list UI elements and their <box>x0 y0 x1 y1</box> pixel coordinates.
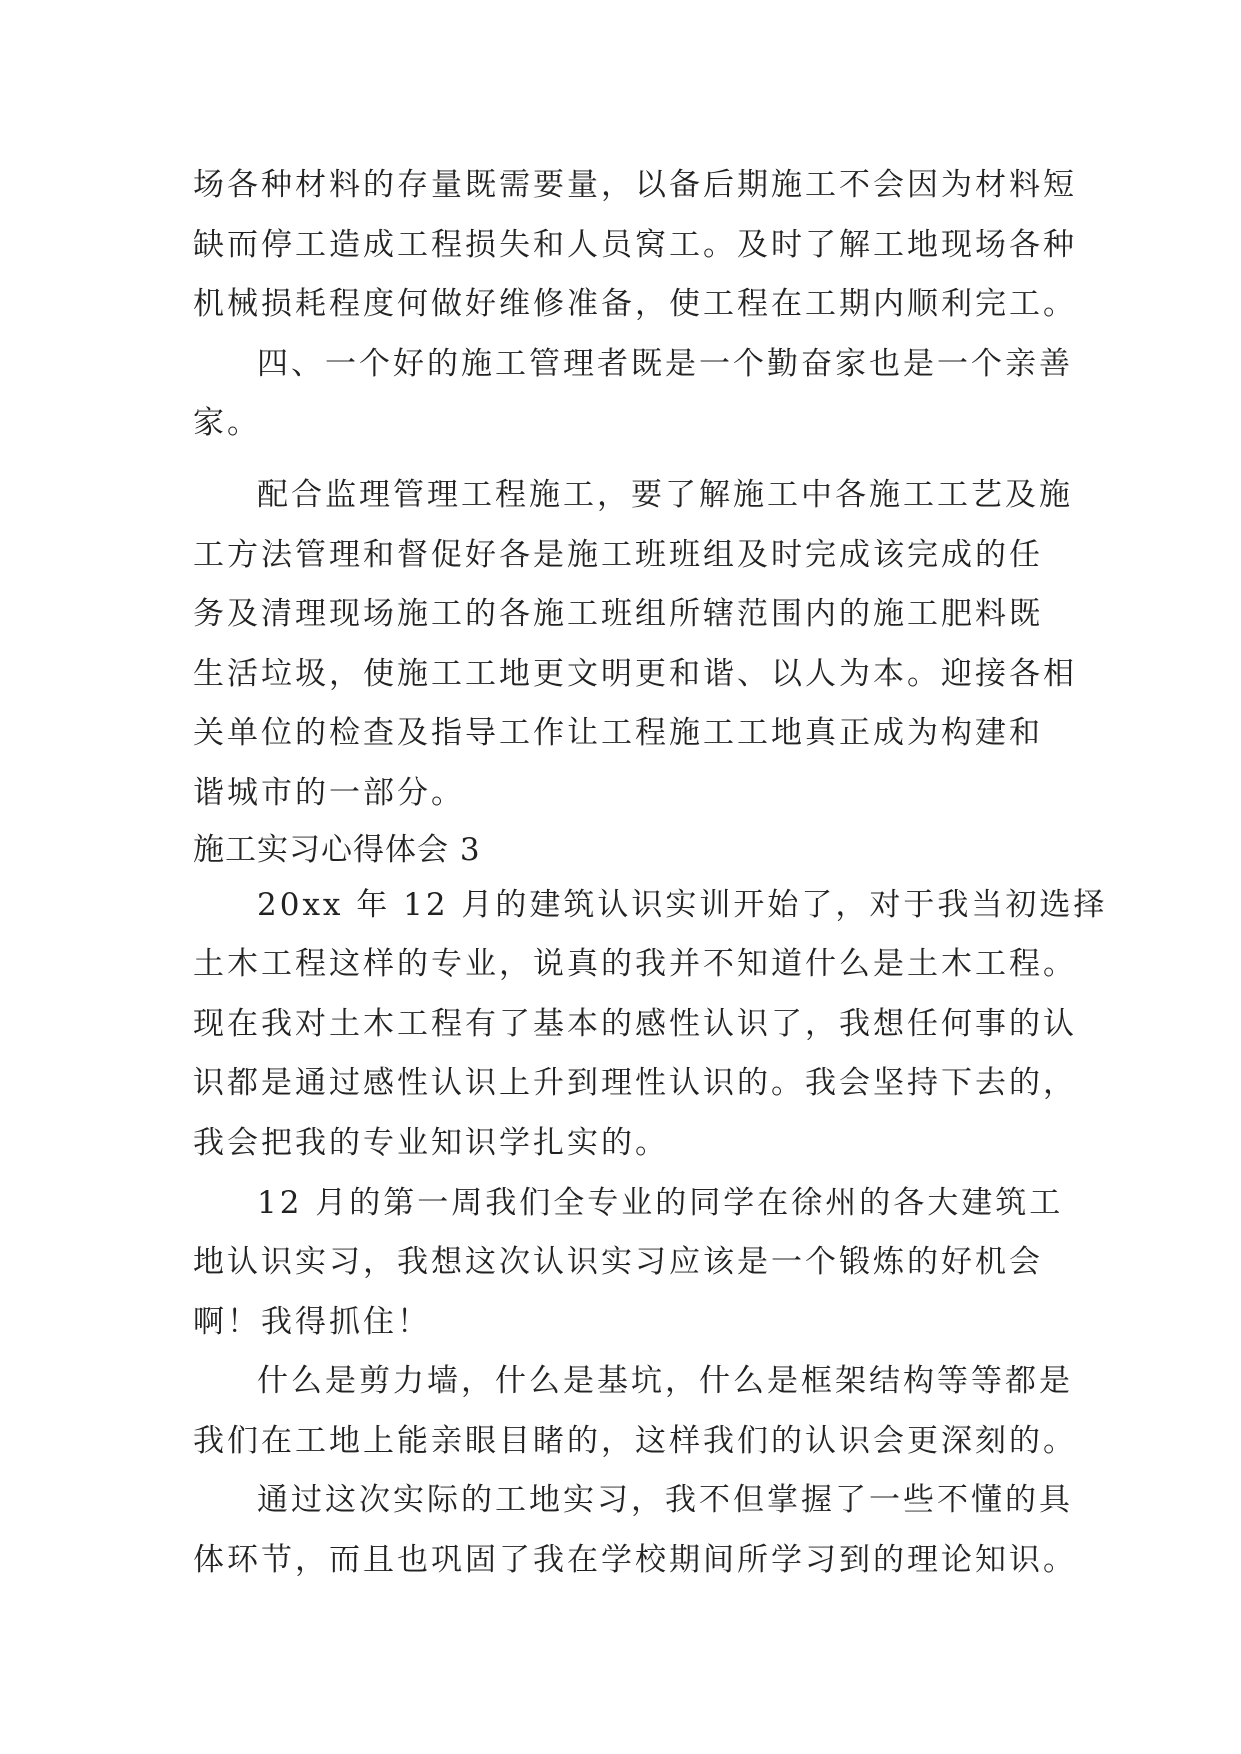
text-line: 地认识实习，我想这次认识实习应该是一个锻炼的好机会 <box>193 1244 1043 1281</box>
paragraph <box>193 876 1108 1174</box>
text-line: 我会把我的专业知识学扎实的。 <box>193 1124 669 1161</box>
text-line: 体环节，而且也巩固了我在学校期间所学习到的理论知识。 <box>193 1542 1077 1579</box>
paragraph <box>193 466 1077 824</box>
text-line: 通过这次实际的工地实习，我不但掌握了一些不懂的具 <box>257 1482 1073 1519</box>
paragraph <box>193 1471 1077 1590</box>
paragraph <box>193 1174 1063 1353</box>
text-line: 四、一个好的施工管理者既是一个勤奋家也是一个亲善 <box>257 345 1073 382</box>
paragraph <box>193 1352 1077 1471</box>
text-line: 施工实习心得体会 3 <box>193 831 481 868</box>
text-line: 缺而停工造成工程损失和人员窝工。及时了解工地现场各种 <box>193 226 1077 263</box>
text-line: 工方法管理和督促好各是施工班班组及时完成该完成的任 <box>193 536 1043 573</box>
text-line: 关单位的检查及指导工作让工程施工工地真正成为构建和 <box>193 715 1043 752</box>
text-line: 家。 <box>193 405 261 442</box>
text-line: 20xx 年 12 月的建筑认识实训开始了，对于我当初选择 <box>257 886 1108 923</box>
paragraph <box>193 335 1073 454</box>
document-body <box>193 156 1108 1591</box>
text-line: 务及清理现场施工的各施工班组所辖范围内的施工肥料既 <box>193 596 1043 633</box>
text-line: 配合监理管理工程施工，要了解施工中各施工工艺及施 <box>257 476 1073 513</box>
text-line: 土木工程这样的专业，说真的我并不知道什么是土木工程。 <box>193 946 1077 983</box>
text-line: 啊！我得抓住！ <box>193 1303 431 1340</box>
text-line: 生活垃圾，使施工工地更文明更和谐、以人为本。迎接各相 <box>193 655 1077 692</box>
paragraph <box>193 156 1077 335</box>
text-line: 我们在工地上能亲眼目睹的，这样我们的认识会更深刻的。 <box>193 1422 1077 1459</box>
text-line: 现在我对土木工程有了基本的感性认识了，我想任何事的认 <box>193 1005 1077 1042</box>
text-line: 识都是通过感性认识上升到理性认识的。我会坚持下去的， <box>193 1065 1077 1102</box>
text-line: 场各种材料的存量既需要量，以备后期施工不会因为材料短 <box>193 167 1077 203</box>
section-heading <box>193 824 1063 876</box>
text-line: 谐城市的一部分。 <box>193 774 465 811</box>
text-line: 12 月的第一周我们全专业的同学在徐州的各大建筑工 <box>257 1184 1064 1221</box>
text-line: 机械损耗程度何做好维修准备，使工程在工期内顺利完工。 <box>193 286 1077 323</box>
text-line: 什么是剪力墙，什么是基坑，什么是框架结构等等都是 <box>257 1363 1073 1400</box>
